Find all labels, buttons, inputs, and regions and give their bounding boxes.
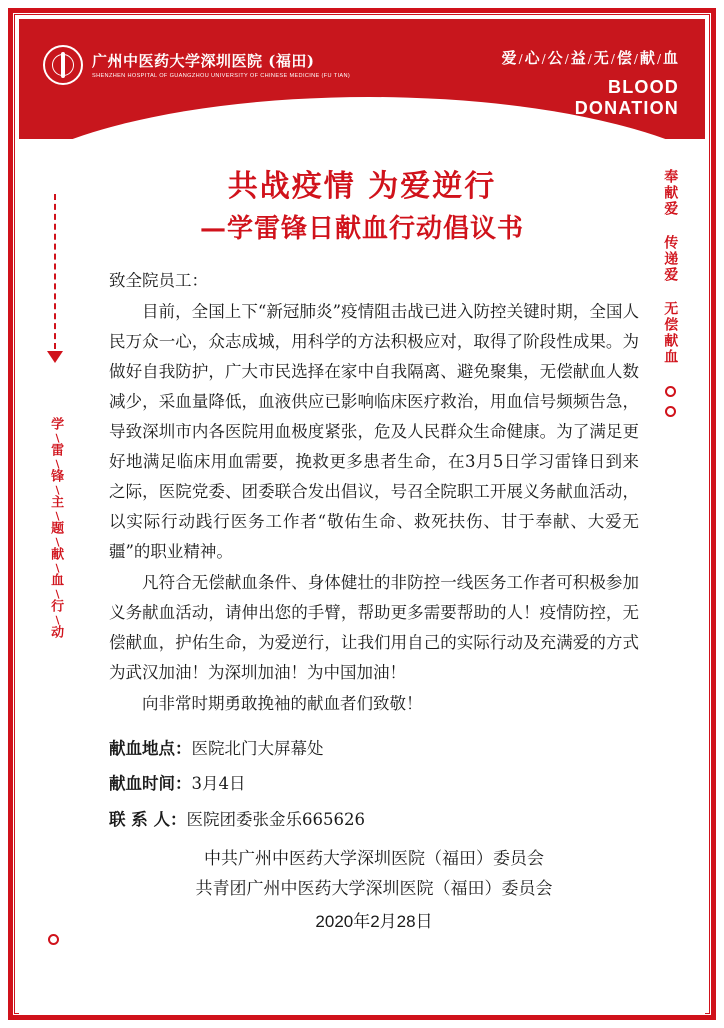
info-row-contact <box>109 802 639 837</box>
right-decoration-rail <box>655 169 685 426</box>
letter-salutation: 致全院员工： <box>109 271 208 290</box>
header-slogan-block <box>502 47 679 118</box>
poster-title-main: 共战疫情 为爱逆行 <box>227 169 497 204</box>
letter-paragraph-3: 向非常时期勇敢挽袖的献血者们致敬！ <box>142 694 423 714</box>
donation-info-list <box>109 731 639 837</box>
hospital-name-cn: 广州中医药大学深圳医院 (福田) <box>92 51 315 70</box>
info-label-contact: 联 系 人： <box>109 809 187 829</box>
signature-block <box>109 845 639 936</box>
info-value-time: 3月4日 <box>191 774 246 794</box>
info-value-contact: 医院团委张金乐665626 <box>186 809 365 829</box>
letter-body <box>109 266 639 720</box>
circle-dot-icon <box>665 386 676 397</box>
info-row-time <box>109 766 639 801</box>
right-dots-group <box>655 386 685 417</box>
signature-line-2: 共青团广州中医药大学深圳医院（福田）委员会 <box>195 878 553 899</box>
info-row-location <box>109 731 639 766</box>
blood-en-line-2: DONATION <box>574 97 679 118</box>
left-decoration-rail <box>41 194 69 682</box>
slogan-char-0: 爱 <box>501 49 518 67</box>
slogan-char-5: 偿 <box>616 49 633 67</box>
hospital-logo <box>43 45 350 85</box>
poster-title-block <box>19 139 705 249</box>
poster-body <box>19 139 705 1014</box>
info-value-location: 医院北门大屏幕处 <box>191 739 324 758</box>
hospital-logo-text <box>92 52 350 79</box>
hospital-name-en: SHENZHEN HOSPITAL OF GUANGZHOU UNIVERSITY OF CHINESE MEDICINE (FU TIAN) <box>92 72 351 79</box>
letter-paragraph-2: 凡符合无偿献血条件、身体健壮的非防控一线医务工作者可积极参加义务献血活动，请伸出您的手臂，帮助更多需要帮助的人！疫情防控，无偿献血，护佑生命，为爱逆行，让我们用自己的实际行动及充满爱的方式为武汉加油！为深圳加油！为中国加油！ <box>109 573 639 683</box>
header-blood-donation-en <box>502 77 679 118</box>
hospital-emblem-icon <box>43 45 83 85</box>
letter-paragraph-1: 目前，全国上下“新冠肺炎”疫情阻击战已进入防控关键时期，全国人民万众一心，众志成城，用科学的方法积极应对，取得了阶段性成果。为做好自我防护，广大市民选择在家中自我隔离、避免聚集，无偿献血人数减少，采血量降低，血液供应已影响临床医疗救治，用血信号频频告急，导致深圳市内各医院用血极度紧张，危及人民群众生命健康。为了满足更好地满足临床用血需要，挽救更多患者生命，在3月5日学习雷锋日到来之际，医院党委、团委联合发出倡议，号召全院职工开展义务献血活动，以实际行动践行医务工作者“敬佑生命、救死扶伤、甘于奉献、大爱无疆”的职业精神。 <box>109 302 639 562</box>
signature-line-1: 中共广州中医药大学深圳医院（福田）委员会 <box>204 849 544 869</box>
header-slogan-cn: 爱/心/公/益/无/偿/献/血 <box>501 49 679 67</box>
signature-date: 2020年2月28日 <box>315 911 433 931</box>
info-label-location: 献血地点： <box>109 739 192 758</box>
circle-dot-icon <box>48 934 59 945</box>
slogan-char-3: 益 <box>570 49 587 67</box>
left-rail-text: 学﹨雷﹨锋﹨主﹨题﹨献﹨血﹨行﹨动 <box>48 416 64 638</box>
slogan-char-6: 献 <box>639 49 656 67</box>
dashed-line-decoration <box>54 194 56 349</box>
circle-dot-icon <box>665 406 676 417</box>
slogan-char-2: 公 <box>547 49 564 67</box>
arrow-down-icon <box>47 351 63 363</box>
slogan-char-7: 血 <box>662 49 679 67</box>
right-rail-text: 奉献爱 传递爱 无偿献血 <box>662 169 679 365</box>
blood-en-line-1: BLOOD <box>608 77 679 97</box>
slogan-char-1: 心 <box>524 49 541 67</box>
info-label-time: 献血时间： <box>109 774 192 794</box>
header-band <box>19 19 705 139</box>
slogan-char-4: 无 <box>593 49 610 67</box>
poster-title-sub: —学雷锋日献血行动倡议书 <box>199 213 524 244</box>
